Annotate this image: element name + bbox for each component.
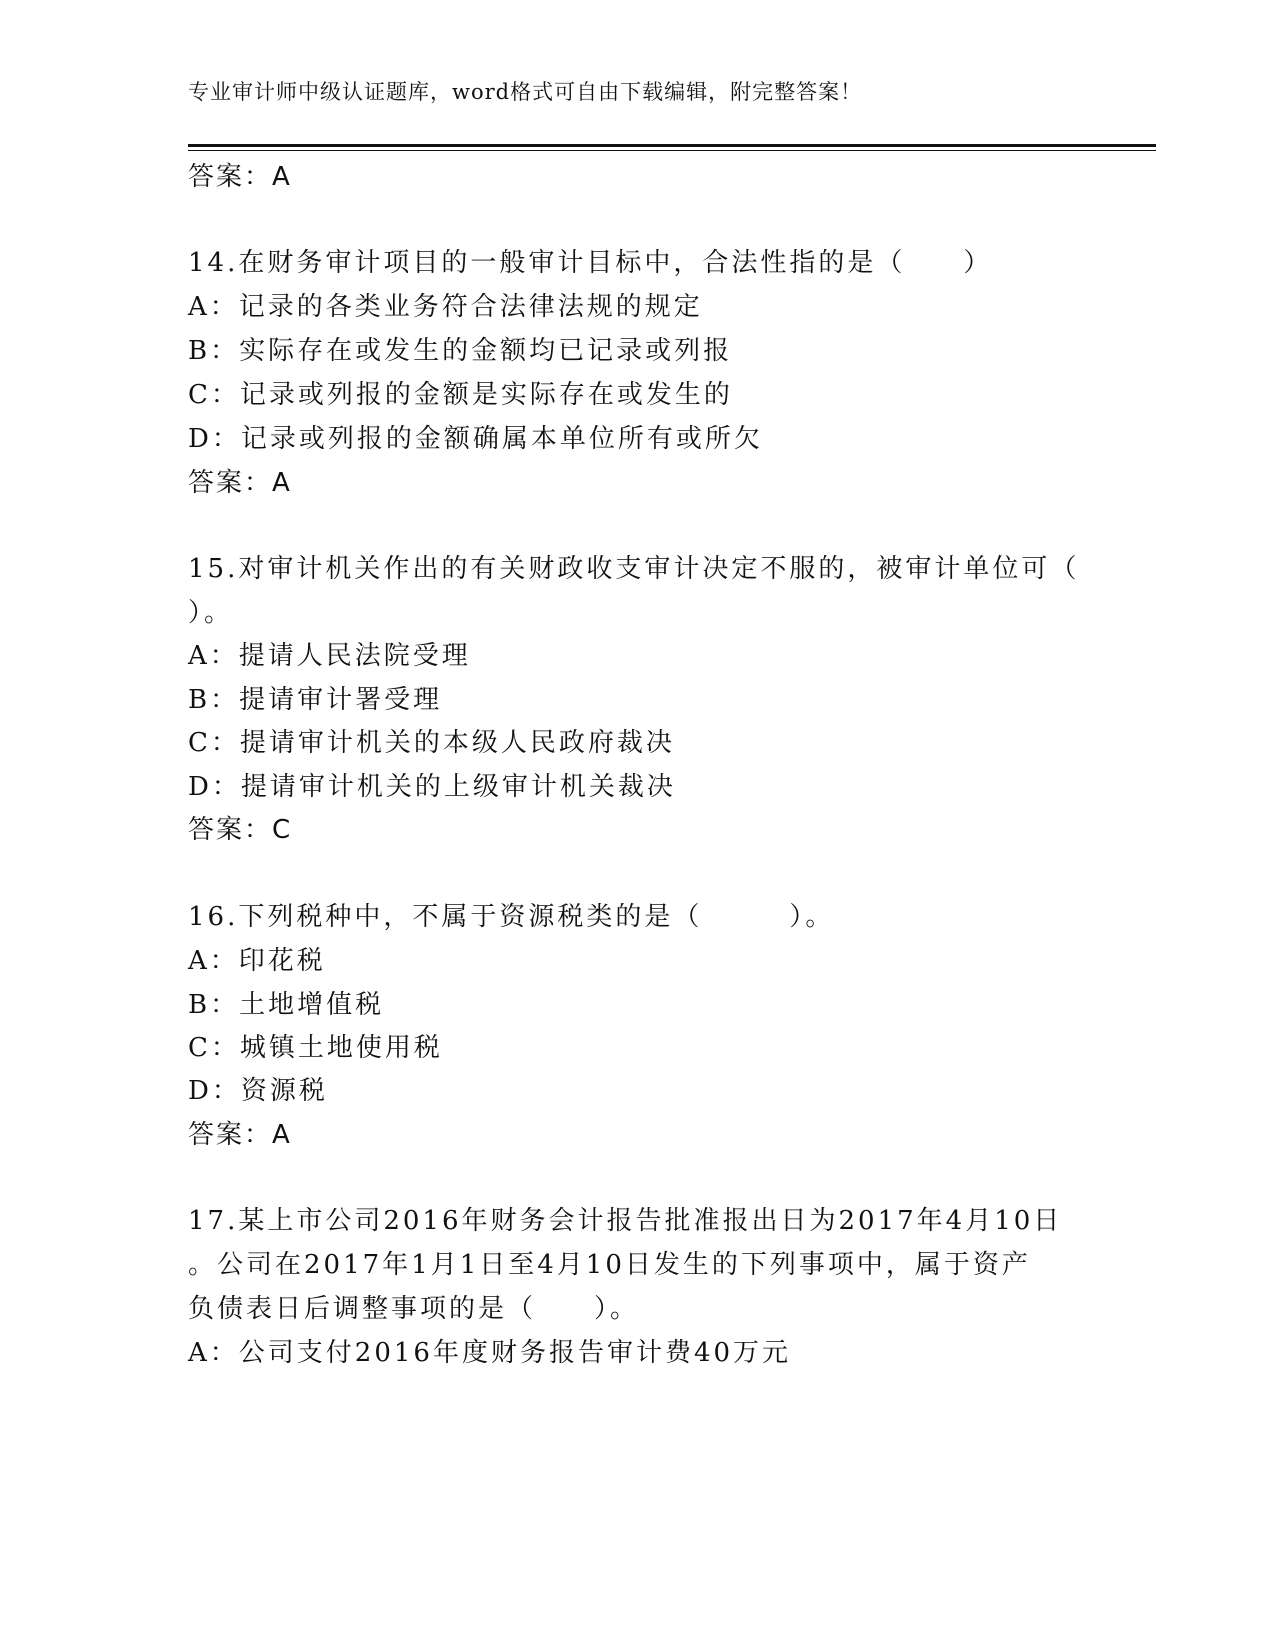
header-rule-thick: [188, 144, 1156, 147]
header-rule-thin: [188, 150, 1156, 151]
question-15-option-a: A：提请人民法院受理: [188, 641, 471, 671]
question-14-option-d: D：记录或列报的金额确属本单位所有或所欠: [188, 424, 763, 454]
question-14-answer: 答案：A: [188, 468, 292, 498]
question-14-option-a: A：记录的各类业务符合法律法规的规定: [188, 292, 703, 322]
answer-previous: 答案：A: [188, 162, 292, 192]
question-16-answer: 答案：A: [188, 1120, 292, 1150]
question-15-line-1: 15.对审计机关作出的有关财政收支审计决定不服的，被审计单位可（: [188, 554, 1080, 584]
question-14: 14.在财务审计项目的一般审计目标中，合法性指的是（ ）: [188, 248, 993, 278]
question-16-option-c: C：城镇土地使用税: [188, 1033, 443, 1063]
question-15-answer: 答案：C: [188, 815, 293, 845]
question-15-option-c: C：提请审计机关的本级人民政府裁决: [188, 728, 675, 758]
question-17-line-1: 17.某上市公司2016年财务会计报告批准报出日为2017年4月10日: [188, 1206, 1063, 1236]
question-15-option-b: B：提请审计署受理: [188, 685, 443, 715]
question-16-option-a: A：印花税: [188, 946, 326, 976]
question-14-option-c: C：记录或列报的金额是实际存在或发生的: [188, 380, 733, 410]
question-17-line-2: 。公司在2017年1月1日至4月10日发生的下列事项中，属于资产: [188, 1250, 1031, 1280]
question-15-line-2: ）。: [188, 598, 234, 628]
question-17-line-3: 负债表日后调整事项的是（ ）。: [188, 1294, 640, 1324]
question-15-option-d: D：提请审计机关的上级审计机关裁决: [188, 772, 676, 802]
question-16-option-d: D：资源税: [188, 1076, 328, 1106]
question-16-option-b: B：土地增值税: [188, 990, 385, 1020]
page-header: 专业审计师中级认证题库，word格式可自由下载编辑，附完整答案！: [188, 80, 863, 104]
question-17-option-a: A：公司支付2016年度财务报告审计费40万元: [188, 1338, 792, 1368]
question-16: 16.下列税种中，不属于资源税类的是（ ）。: [188, 902, 835, 932]
question-14-option-b: B：实际存在或发生的金额均已记录或列报: [188, 336, 733, 366]
